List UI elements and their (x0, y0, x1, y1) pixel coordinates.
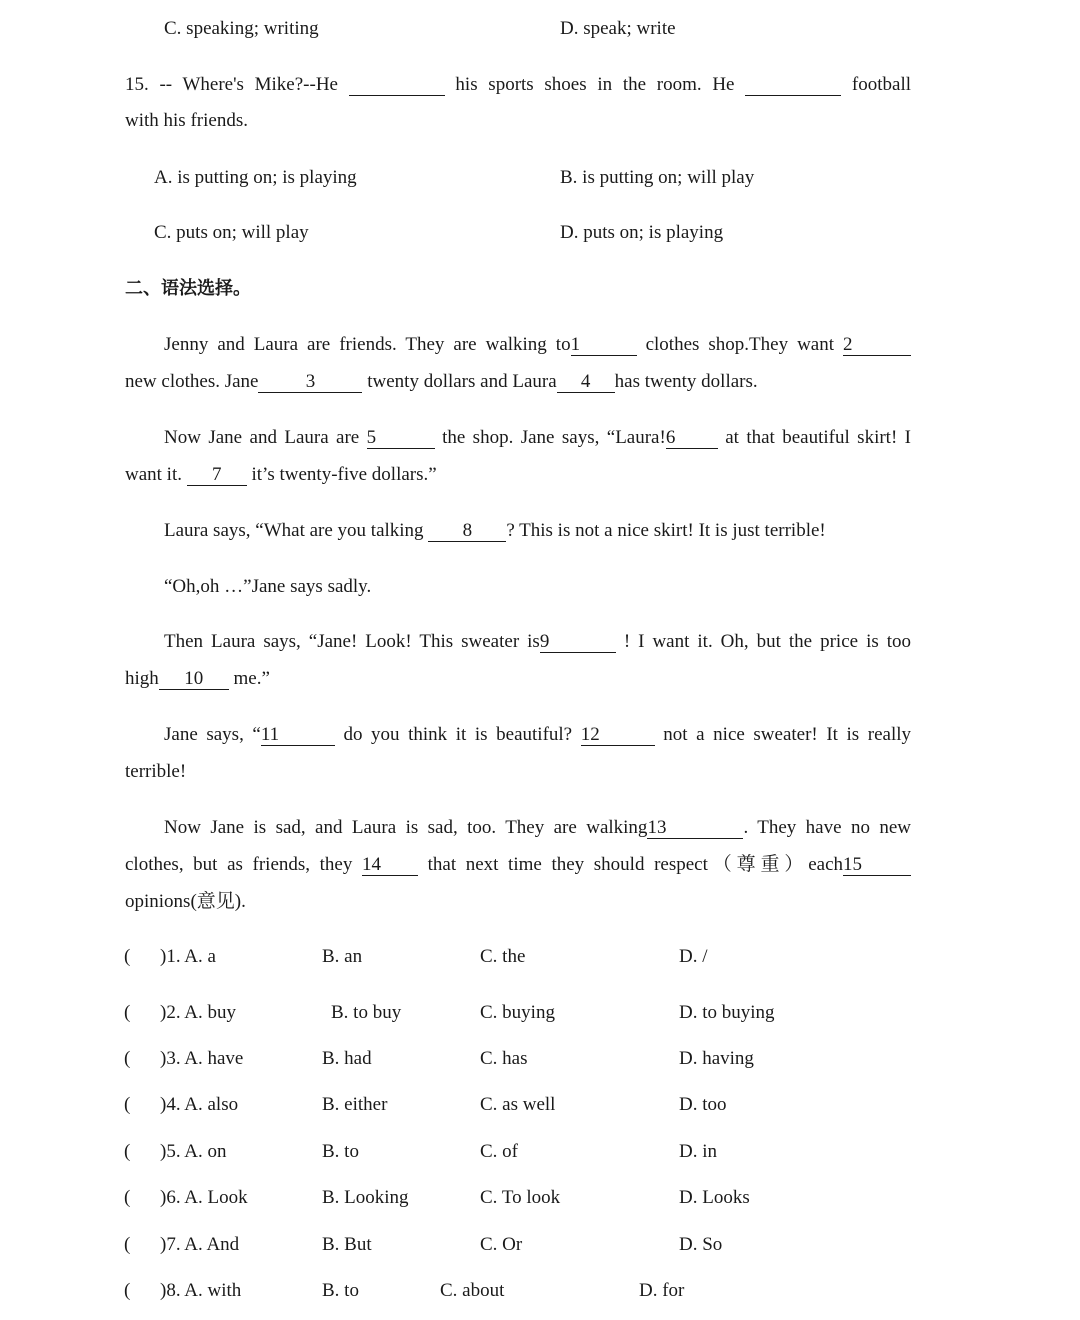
answer-paren[interactable]: ( (124, 1048, 131, 1069)
answer-paren[interactable]: ( (124, 946, 131, 967)
passage-paragraph-6 (125, 723, 911, 784)
p6-line2: terrible! (125, 761, 187, 782)
answer-paren[interactable]: ( (124, 1234, 131, 1255)
p6-line1 (125, 723, 911, 747)
blank-3: 3 (258, 372, 362, 393)
blank-8: 8 (428, 521, 506, 542)
option-c: C. Or (480, 1234, 523, 1255)
answer-paren[interactable]: ( (124, 1094, 131, 1115)
blank-5: 5 (367, 428, 435, 449)
q15-end: football (851, 74, 912, 95)
option-c: C. To look (480, 1187, 561, 1208)
p3-line1 (125, 519, 911, 543)
option-d: D. having (679, 1048, 754, 1069)
blank-13: 13 (647, 818, 743, 839)
blank-2: 2 (843, 335, 911, 356)
option-c: C. about (440, 1280, 505, 1301)
section-title: 二、语法选择。 (125, 278, 251, 299)
p5-text-4: me.” (233, 668, 270, 689)
q15-blank-1 (349, 75, 445, 96)
answer-paren[interactable]: ( (124, 1187, 131, 1208)
option-d: D. / (679, 946, 708, 967)
answer-paren[interactable]: ( (124, 1002, 131, 1023)
option-b: B. But (322, 1234, 372, 1255)
passage-paragraph-4: “Oh,oh …”Jane says sadly. (164, 576, 372, 597)
blank-4: 4 (557, 372, 615, 393)
q15-blank-2 (745, 75, 841, 96)
p2-text-3: at that beautiful skirt! I (725, 427, 912, 448)
option-a: )2. A. buy (160, 1002, 236, 1023)
p7-text-1: Now Jane is sad, and Laura is sad, too. They are walking (164, 817, 648, 838)
p1-text-3: new clothes. Jane (125, 371, 259, 392)
blank-11: 11 (261, 725, 335, 746)
q14-option-d: D. speak; write (560, 18, 676, 39)
passage-paragraph-5 (125, 630, 911, 691)
option-d: D. for (639, 1280, 685, 1301)
p1-line1 (125, 333, 911, 357)
p1-text-4: twenty dollars and Laura (367, 371, 557, 392)
option-d: D. Looks (679, 1187, 750, 1208)
option-a: )3. A. have (160, 1048, 244, 1069)
blank-9: 9 (540, 632, 616, 653)
p2-text-5: it’s twenty-five dollars.” (251, 464, 437, 485)
option-c: C. as well (480, 1094, 556, 1115)
option-c: C. has (480, 1048, 528, 1069)
blank-12: 12 (581, 725, 655, 746)
passage-paragraph-2 (125, 426, 911, 487)
q15-option-c: C. puts on; will play (154, 222, 309, 243)
option-b: B. Looking (322, 1187, 409, 1208)
blank-10: 10 (159, 669, 229, 690)
option-a: )4. A. also (160, 1094, 239, 1115)
blank-15: 15 (843, 855, 911, 876)
option-a: )6. A. Look (160, 1187, 248, 1208)
p6-text-2: do you think it is beautiful? (343, 724, 573, 745)
option-b: B. had (322, 1048, 372, 1069)
passage-paragraph-3 (125, 519, 911, 543)
q15-mid: his sports shoes in the room. He (455, 74, 735, 95)
p1-line2 (125, 370, 911, 394)
option-d: D. in (679, 1141, 717, 1162)
option-b: B. to (322, 1280, 359, 1301)
option-c: C. buying (480, 1002, 555, 1023)
p2-text-2: the shop. Jane says, “Laura! (442, 427, 666, 448)
option-d: D. So (679, 1234, 723, 1255)
p7-text-4: that next time they should respect（尊重）each (427, 854, 844, 875)
p7-text-3: clothes, but as friends, they (125, 854, 353, 875)
p2-line2 (125, 463, 911, 487)
answer-paren[interactable]: ( (124, 1280, 131, 1301)
p7-text-2: . They have no new (743, 817, 911, 838)
q15-option-a: A. is putting on; is playing (154, 167, 357, 188)
option-d: D. too (679, 1094, 727, 1115)
q15-prefix: 15. -- Where's Mike?--He (125, 74, 338, 95)
p7-line3: opinions(意见). (125, 891, 246, 912)
q14-option-c: C. speaking; writing (164, 18, 319, 39)
option-a: )7. A. And (160, 1234, 240, 1255)
option-a: )8. A. with (160, 1280, 242, 1301)
q15-option-b: B. is putting on; will play (560, 167, 755, 188)
p3-text-2: ? This is not a nice skirt! It is just terrible! (506, 520, 826, 541)
blank-1: 1 (571, 335, 637, 356)
q15-line1 (125, 73, 911, 97)
answer-paren[interactable]: ( (124, 1141, 131, 1162)
p1-text-2: clothes shop.They want (645, 334, 835, 355)
option-d: D. to buying (679, 1002, 775, 1023)
q15-stem (125, 73, 911, 133)
option-b: B. either (322, 1094, 388, 1115)
q15-line2: with his friends. (125, 110, 248, 131)
option-a: )5. A. on (160, 1141, 227, 1162)
option-b: B. to (322, 1141, 359, 1162)
passage-paragraph-1 (125, 333, 911, 394)
blank-7: 7 (187, 465, 247, 486)
p3-text-1: Laura says, “What are you talking (164, 520, 424, 541)
p5-text-2: ! I want it. Oh, but the price is too (623, 631, 912, 652)
blank-6: 6 (666, 428, 718, 449)
p7-line1 (125, 816, 911, 840)
p2-text-4: want it. (125, 464, 182, 485)
option-c: C. of (480, 1141, 518, 1162)
option-b: B. an (322, 946, 363, 967)
p6-text-1: Jane says, “ (164, 724, 261, 745)
p6-text-3: not a nice sweater! It is really (663, 724, 912, 745)
p1-text-1: Jenny and Laura are friends. They are walking to (164, 334, 571, 355)
p5-text-1: Then Laura says, “Jane! Look! This sweater is (164, 631, 540, 652)
p5-line1 (125, 630, 911, 654)
p7-line2 (125, 853, 911, 877)
blank-14: 14 (362, 855, 418, 876)
q15-option-d: D. puts on; is playing (560, 222, 724, 243)
passage-paragraph-7 (125, 816, 911, 914)
option-c: C. the (480, 946, 526, 967)
p5-line2 (125, 667, 911, 691)
p5-text-3: high (125, 668, 159, 689)
option-b: B. to buy (331, 1002, 402, 1023)
p2-text-1: Now Jane and Laura are (164, 427, 360, 448)
p1-text-5: has twenty dollars. (614, 371, 758, 392)
option-a: )1. A. a (160, 946, 216, 967)
p2-line1 (125, 426, 911, 450)
